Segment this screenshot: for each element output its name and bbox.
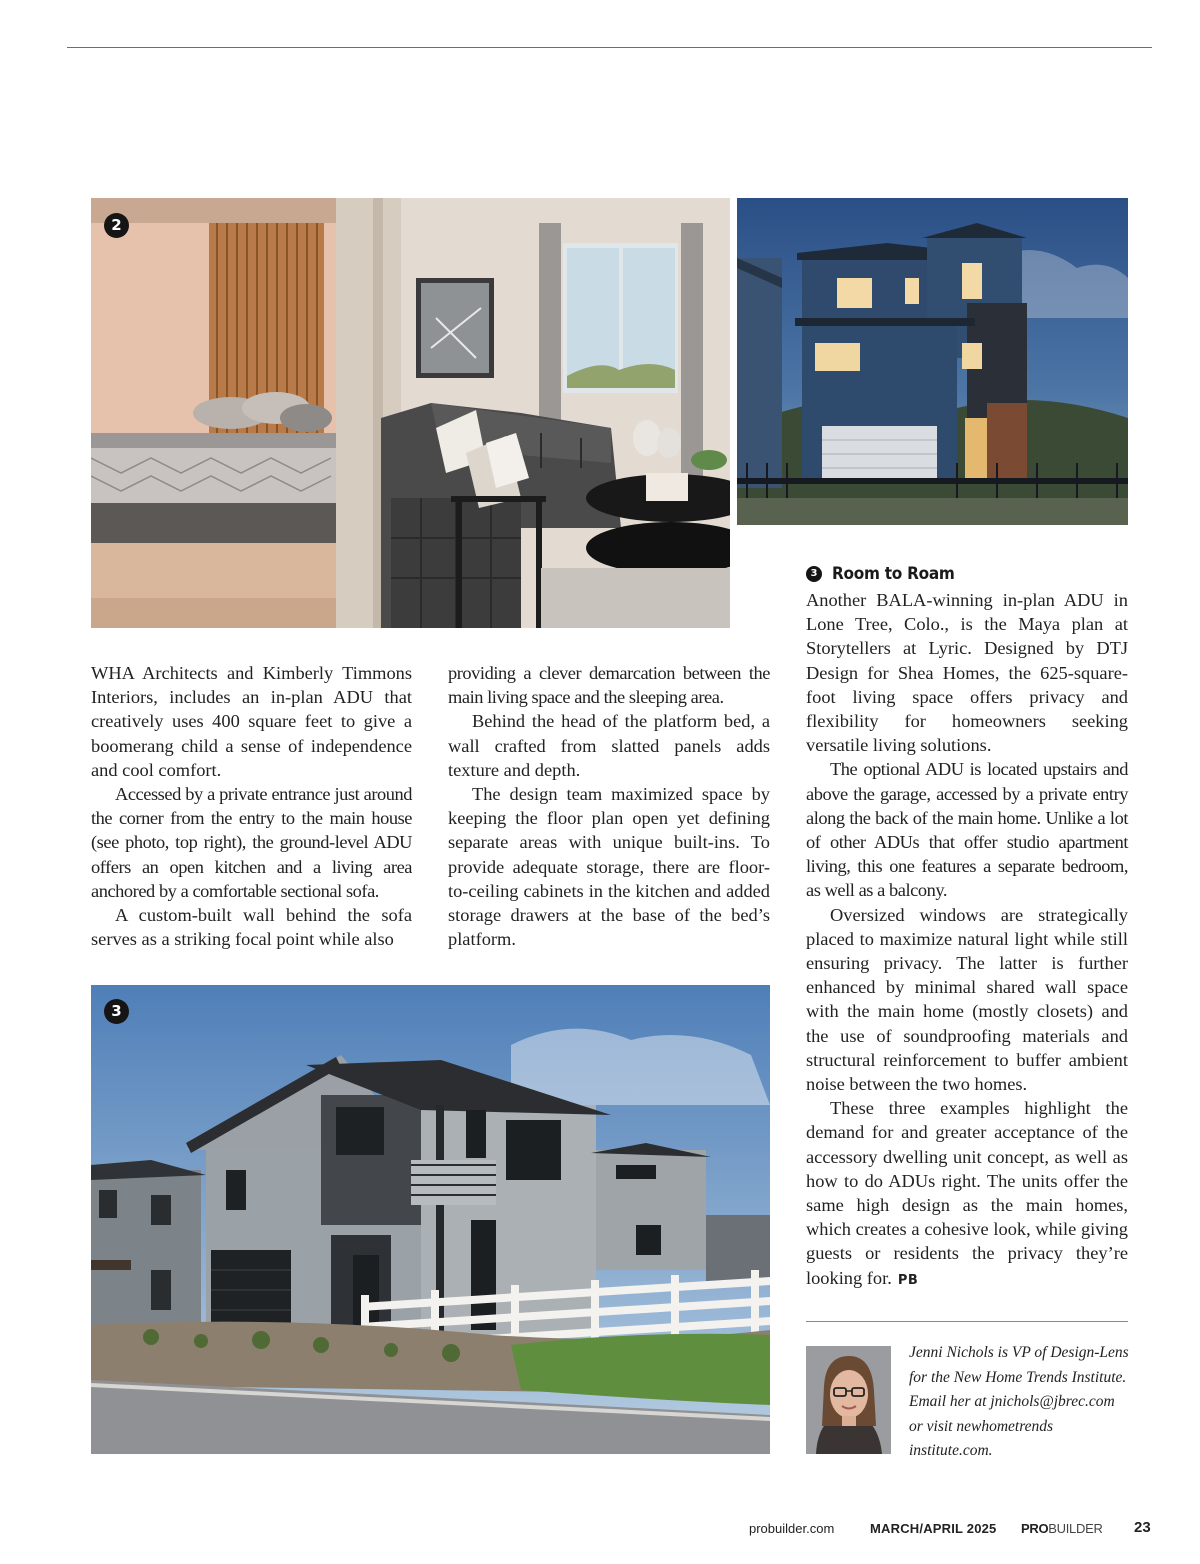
paragraph: Accessed by a private entrance just around the corner from the entry to the main house (see photo, top right), the ground-level ADU offers an open kitchen and a living area anchored by a comfortable sectional sofa. bbox=[91, 784, 412, 901]
paragraph: The optional ADU is located upstairs and above the garage, accessed by a private entry along the back of the main home. Unlike a lot of other ADUs that offer studio apartment living, this one features a separate bedroom, as well as a balcony. bbox=[806, 759, 1128, 901]
bio-divider bbox=[806, 1321, 1128, 1322]
footer-issue-date: MARCH/APRIL 2025 bbox=[870, 1521, 997, 1536]
paragraph: Behind the head of the platform bed, a wall crafted from slatted panels adds texture and depth. bbox=[448, 711, 770, 780]
article-column-2 bbox=[448, 661, 770, 951]
author-bio: Jenni Nichols is VP of Design-Lens for the New Home Trends Institute. Email her at jnichols@jbrec.com or visit newhometrends institute.com. bbox=[909, 1344, 1129, 1459]
photo-house-dusk bbox=[737, 198, 1128, 525]
paragraph: A custom-built wall behind the sofa serves as a striking focal point while also bbox=[91, 905, 412, 950]
article-column-3 bbox=[806, 588, 1128, 1293]
end-mark: PB bbox=[897, 1272, 919, 1288]
top-divider bbox=[67, 47, 1152, 48]
photo-number-badge: 3 bbox=[104, 999, 129, 1024]
brand-light: BUILDER bbox=[1048, 1521, 1103, 1536]
paragraph: Another BALA-winning in-plan ADU in Lone Tree, Colo., is the Maya plan at Storytellers at Lyric. Designed by DTJ Design for Shea Homes, the 625-square-foot living space offers privacy and flexibility for homeowners seeking versatile living solutions. bbox=[806, 590, 1128, 756]
footer-brand bbox=[1021, 1521, 1103, 1543]
author-photo bbox=[806, 1346, 891, 1454]
paragraph: WHA Architects and Kimberly Timmons Interiors, includes an in-plan ADU that creatively uses 400 square feet to give a boomerang child a sense of independence and cool comfort. bbox=[91, 663, 412, 780]
section-title: Room to Roam bbox=[832, 564, 955, 584]
author-headshot-photo bbox=[806, 1346, 891, 1454]
houses-with-white-fence-photo bbox=[91, 985, 770, 1454]
footer-site: probuilder.com bbox=[749, 1521, 835, 1536]
photo-interior bbox=[91, 198, 730, 628]
photo-houses-fence bbox=[91, 985, 770, 1454]
page-number: 23 bbox=[1134, 1519, 1151, 1536]
paragraph-text: These three examples highlight the demand for and greater acceptance of the accessory dwelling unit concept, as well as how to do ADUs right. The units offer the same high design as the main homes, which creates a cohesive look, while giving guests or residents the privacy they’re looking for. bbox=[806, 1098, 1128, 1288]
paragraph: providing a clever demarcation between the main living space and the sleeping area. bbox=[448, 663, 770, 708]
brand-bold: PRO bbox=[1021, 1521, 1049, 1536]
interior-bedroom-living-room-photo bbox=[91, 198, 730, 628]
three-story-house-dusk-photo bbox=[737, 198, 1128, 525]
photo-number-badge: 2 bbox=[104, 213, 129, 238]
article-column-1 bbox=[91, 661, 412, 951]
paragraph: The design team maximized space by keeping the floor plan open yet defining separate areas with unique built-ins. To provide adequate storage, there are floor-to-ceiling cabinets in the kitchen and added storage drawers at the base of the bed’s platform. bbox=[448, 784, 770, 950]
paragraph bbox=[806, 1096, 1128, 1293]
paragraph: Oversized windows are strategically placed to maximize natural light while still ensuring privacy. The latter is further enhanced by minimal shared wall space with the main home (mostly closets) and the use of soundproofing materials and structural reinforcement to buffer ambient noise between the two homes. bbox=[806, 904, 1128, 1095]
section-number-badge: 3 bbox=[806, 566, 822, 582]
section-heading bbox=[806, 564, 968, 584]
